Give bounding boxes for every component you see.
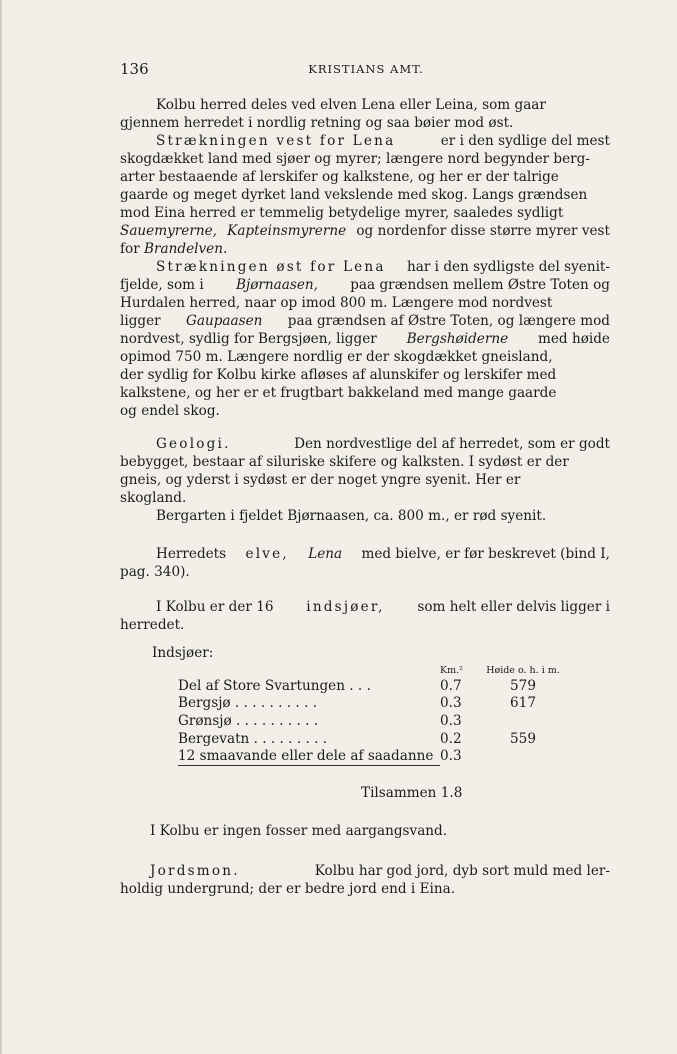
table-row xyxy=(178,730,568,748)
west-paragraph xyxy=(120,132,610,258)
text-run: nordvest, sydlig for Bergsjøen, ligger xyxy=(120,331,377,347)
text-line xyxy=(120,435,610,453)
text-run: har i den sydligste del syenit- xyxy=(406,259,610,275)
table-row xyxy=(178,712,568,730)
text-run: Den nordvestlige del af herredet, som er godt xyxy=(294,436,610,452)
lake-height xyxy=(478,712,568,730)
place-name: Brandelven. xyxy=(144,241,228,257)
text-line: mod Eina herred er temmelig betydelige myrer, saaledes sydligt xyxy=(120,205,564,221)
text-line: Hurdalen herred, naar op imod 800 m. Længere mod nordvest xyxy=(120,295,553,311)
text-line: Kolbu herred deles ved elven Lena eller Leina, som gaar xyxy=(156,97,546,113)
text-line xyxy=(120,862,610,880)
spaced-heading: Jordsmon. xyxy=(150,863,240,879)
text-line: Bergarten i fjeldet Bjørnaasen, ca. 800 m., er rød syenit. xyxy=(156,508,547,524)
text-line: skogland. xyxy=(120,490,187,506)
text-run: Herredets xyxy=(156,546,227,562)
text-run: paa grændsen mellem Østre Toten og xyxy=(350,277,610,293)
text-line: opimod 750 m. Længere nordlig er der skogdækket gneisland, xyxy=(120,349,553,365)
text-run: som helt eller delvis ligger i xyxy=(417,599,610,615)
text-line: bebygget, bestaar af siluriske skifere og kalksten. I sydøst er der xyxy=(120,454,569,470)
lake-height: 617 xyxy=(510,695,536,712)
place-name: Kapteinsmyrerne xyxy=(227,223,347,239)
text-line: I Kolbu er ingen fosser med aargangsvand. xyxy=(150,823,448,839)
geology-paragraph xyxy=(120,435,610,525)
spaced-heading: Strækningen øst for Lena xyxy=(156,259,386,275)
text-line xyxy=(120,598,610,616)
text-run: er i den sydlige del mest xyxy=(440,133,610,149)
place-name: Sauemyrerne, xyxy=(120,223,217,239)
text-line: skogdækket land med sjøer og myrer; længere nord begynder berg- xyxy=(120,151,590,167)
intro-paragraph xyxy=(120,96,610,132)
soil-paragraph xyxy=(120,862,610,898)
text-run: for xyxy=(120,241,140,257)
spaced-heading: Geologi. xyxy=(156,436,231,452)
lake-name: Bergsjø . . . . . . . . . . xyxy=(178,695,318,712)
text-line xyxy=(120,330,610,348)
spaced-heading: elve, xyxy=(245,546,289,562)
text-line xyxy=(120,545,610,563)
text-line xyxy=(120,276,610,294)
text-line: der sydlig for Kolbu kirke afløses af alunskifer og lerskifer med xyxy=(120,367,557,383)
place-name: Lena xyxy=(308,546,343,562)
running-head: KRISTIANS AMT. xyxy=(308,62,424,76)
lake-height: 559 xyxy=(510,730,536,747)
lake-height xyxy=(478,747,568,765)
text-line: holdig undergrund; der er bedre jord end i Eina. xyxy=(120,881,456,897)
page-edge xyxy=(0,0,2,1054)
text-run: med høide xyxy=(537,331,610,347)
place-name: Bergshøiderne xyxy=(406,331,509,347)
lake-area: 0.2 xyxy=(440,730,462,747)
text-line xyxy=(120,240,610,258)
text-line: pag. 340). xyxy=(120,564,190,580)
lakes-total xyxy=(361,785,462,801)
lake-area: 0.7 xyxy=(440,677,462,694)
text-run: med bielve, er før beskrevet (bind I, xyxy=(361,546,610,562)
text-run: I Kolbu er der 16 xyxy=(156,599,274,615)
lake-name: 12 smaavande eller dele af saadanne xyxy=(178,747,440,765)
text-run: og nordenfor disse større myrer vest xyxy=(356,223,610,239)
place-name: Bjørnaasen, xyxy=(236,277,318,293)
text-line: arter bestaaende af lerskifer og kalkstene, og her er der talrige xyxy=(120,169,559,185)
column-header-height: Høide o. h. i m. xyxy=(486,664,560,676)
text-line: gneis, og yderst i sydøst er der noget yngre syenit. Her er xyxy=(120,472,521,488)
text-line xyxy=(120,258,610,276)
lake-area: 0.3 xyxy=(440,695,462,712)
text-line xyxy=(120,222,610,240)
text-line: og endel skog. xyxy=(120,403,220,419)
lake-name: Del af Store Svartungen . . . xyxy=(178,677,371,694)
table-row xyxy=(178,695,568,713)
table-header-row xyxy=(178,663,568,677)
spaced-heading: indsjøer, xyxy=(306,599,385,615)
lake-area: 0.3 xyxy=(440,748,462,765)
place-name: Gaupaasen xyxy=(186,313,263,329)
lake-height: 579 xyxy=(510,677,536,694)
text-run: Kolbu har god jord, dyb sort muld med ler- xyxy=(314,863,610,879)
falls-paragraph xyxy=(120,822,610,840)
east-paragraph xyxy=(120,258,610,420)
spaced-heading: Strækningen vest for Lena xyxy=(156,133,396,149)
lake-name: Grønsjø . . . . . . . . . . xyxy=(178,712,319,729)
text-line: gjennem herredet i nordlig retning og saa bøier mod øst. xyxy=(120,115,514,131)
text-run: fjelde, som i xyxy=(120,277,204,293)
text-run: ligger xyxy=(120,313,161,329)
lake-area: 0.3 xyxy=(440,712,462,729)
text-line: herredet. xyxy=(120,617,185,633)
table-row xyxy=(178,747,568,765)
lakes-table-label: Indsjøer: xyxy=(152,645,214,661)
text-line: kalkstene, og her er et frugtbart bakkeland med mange gaarde xyxy=(120,385,557,401)
lake-name: Bergevatn . . . . . . . . . xyxy=(178,730,328,747)
text-line xyxy=(120,132,610,150)
page-header xyxy=(120,60,612,80)
text-line: gaarde og meget dyrket land vekslende med skog. Langs grændsen xyxy=(120,187,588,203)
text-line xyxy=(120,312,610,330)
total-label: Tilsammen xyxy=(361,785,437,801)
total-value: 1.8 xyxy=(440,785,463,801)
page-number: 136 xyxy=(120,60,149,78)
table-row xyxy=(178,677,568,695)
column-header-km: Km.² xyxy=(440,664,463,676)
rivers-paragraph xyxy=(120,545,610,581)
lakes-table xyxy=(178,663,568,766)
text-run: paa grændsen af Østre Toten, og længere mod xyxy=(287,313,610,329)
lakes-paragraph xyxy=(120,598,610,634)
